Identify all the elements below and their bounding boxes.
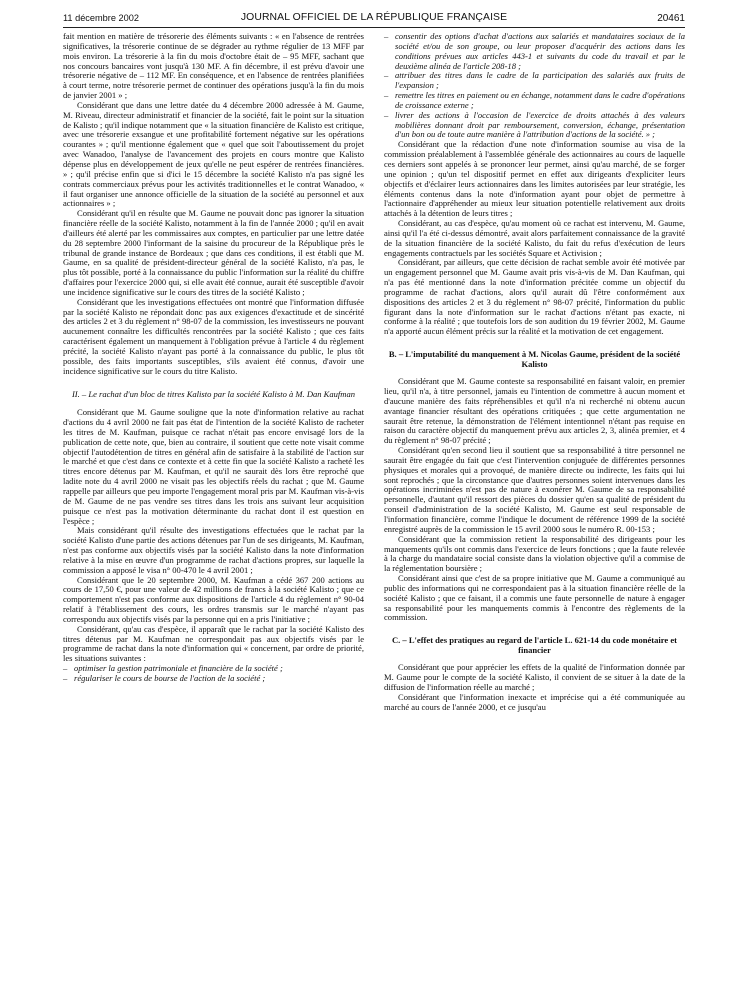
list-item-text: régulariser le cours de bourse de l'action de la société ; xyxy=(74,673,266,684)
paragraph: Considérant, au cas d'espèce, qu'au moment où ce rachat est intervenu, M. Gaume, ainsi qu'il l'a été ci-dessus démontré, avait alors parfaitement connaissance de la gravité de la situation financière de la société Kalisto, du fait du refus d'exécution de leurs engagements contractuels par les sociétés Square et Activision ; xyxy=(384,218,685,258)
section-heading: C. – L'effet des pratiques au regard de l'article L. 621-14 du code monétaire et financier xyxy=(391,635,677,656)
paragraph: Considérant qu'en second lieu il soutient que sa responsabilité à titre personnel ne saurait être engagée du fait que c'est l'intervention conjuguée de différentes personnes physiques et morales qui a provoqué, de manière directe ou indirecte, les faits qui lui sont reprochés ; que la circonstance que d'autres personnes soient intervenues dans les opérations incriminées n'est pas de nature à exonérer M. Gaume de sa responsabilité personnelle, d'autant qu'il ressort des pièces du dossier qu'en sa qualité de président du conseil d'administration de la société Kalisto, M. Gaume est seul responsable de l'information financière, comme l'indique le document de référence 1999 de la société enregistré auprès de la commission le 15 avril 2000 sous le numéro R. 00-153 ; xyxy=(384,445,685,534)
list-item xyxy=(384,91,685,111)
right-column xyxy=(384,32,685,712)
left-column xyxy=(63,32,364,684)
paragraph: Considérant, qu'au cas d'espèce, il apparaît que le rachat par la société Kalisto des titres détenus par M. Kaufman ne correspondait pas aux objectifs visés par le programme de rachat dans la note d'information qui « concernent, par ordre de priorité, les situations suivantes : xyxy=(63,623,364,664)
paragraph: Considérant que le 20 septembre 2000, M. Kaufman a cédé 367 200 actions au cours de 17,50 €, pour une valeur de 42 millions de francs à la société Kalisto ; que ce comportement n'est pas conforme aux dispositions de l'article 4 du règlement n° 90-04 relatif à l'établissement des cours, les ordres transmis sur le marché n'ayant pas correspondu aux objectifs visés par la personne qui en a pris l'initiative ; xyxy=(63,574,364,624)
list-item-text: remettre les titres en paiement ou en échange, notamment dans le cadre d'opérations de croissance externe ; xyxy=(395,90,685,110)
list-item xyxy=(384,32,685,71)
paragraph: Considérant que M. Gaume conteste sa responsabilité en faisant valoir, en premier lieu, qu'il n'a, à titre personnel, jamais eu l'intention de commettre à aucun moment et d'aucune manière des faits répréhensibles et qu'il n'a ni recherché ni obtenu aucun avantage financier résultant des opérations critiquées ; que cette argumentation ne saurait être retenue, la démonstration de l'élément intentionnel n'étant pas requise en raison du caractère objectif du manquement prévu aux articles 2, 3, alinéa premier, et 4 du règlement n° 98-07 précité ; xyxy=(384,376,685,446)
paragraph: Considérant que la rédaction d'une note d'information soumise au visa de la commission préalablement à l'assemblée générale des actionnaires au cours de laquelle ces derniers sont appelés à se prononcer leur permet, ainsi qu'au marché, de se forger une opinion ; qu'un tel dispositif permet en effet aux dirigeants d'expliciter leurs objectifs et d'éclairer leurs actionnaires dans les limites autorisées par leur stratégie, les éléments contenus dans la note d'information ayant pour objet de permettre à l'actionnaire d'appréhender au mieux leur situation potentielle relativement aux droits attachés à la détention de leurs titres ; xyxy=(384,139,685,219)
paragraph: Considérant que la commission retient la responsabilité des dirigeants pour les manquements qu'ils ont commis dans l'exercice de leurs fonctions ; que la faute relevée à la charge du mandataire social consiste dans la violation objective qu'il a commise de la réglementation boursière ; xyxy=(384,533,685,574)
list-item-text: livrer des actions à l'occasion de l'exercice de droits attachés à des valeurs mobilières donnant droit par remboursement, conversion, échange, présentation d'un bon ou de toute autre manière à l'attribution d'actions de la société. » ; xyxy=(395,109,685,140)
paragraph: Considérant que pour apprécier les effets de la qualité de l'information donnée par M. Gaume pour le compte de la société Kalisto, il convient de se situer à la date de la diffusion de l'information réelle au marché ; xyxy=(384,662,685,692)
paragraph: Considérant qu'il en résulte que M. Gaume ne pouvait donc pas ignorer la situation financière réelle de la société Kalisto, notamment à la fin de l'année 2000 ; qu'il en avait d'ailleurs été alerté par les commissaires aux comptes, en particulier par une lettre datée du 28 septembre 2000 l'informant de la saisine du procureur de la République près le tribunal de grande instance de Bordeaux ; que dans ces conditions, il est établi que M. Gaume, en sa qualité de président-directeur général de la société Kalisto, n'a pas, le plus tôt possible, porté à la connaissance du public l'information sur la réalité du chiffre d'affaires pour l'exercice 2000 qui, si elle avait été connue, aurait été susceptible d'avoir une incidence significative sur le cours des titres de la société Kalisto ; xyxy=(63,208,364,297)
paragraph: Considérant que M. Gaume souligne que la note d'information relative au rachat d'actions du 4 avril 2000 ne fait pas état de l'intention de la société Kalisto de racheter les titres de M. Kaufman, puisque ce rachat n'était pas encore envisagé lors de la publication de cette note, que, bien au contraire, il soutient que cette note visait comme objectif l'autodétention de titres en général afin de satisfaire à la stabilité de l'action sur le marché et que c'est dans ce contexte et à cette fin que la société Kalisto a racheté les titres encore détenus par M. Kaufman, et qu'il ne saurait dès lors être reproché que ladite note du 4 avril 2000 ne visait pas les objectifs réels du rachat ; que M. Gaume rappelle par ailleurs que peu importe l'engagement moral pris par M. Kaufman vis-à-vis de M. Gaume de ne pas vendre ses titres dans les trois ans suivant leur acquisition puisque ce n'est pas la motivation déterminante du rachat dont il est question en l'espèce ; xyxy=(63,407,364,526)
paragraph: Considérant que les investigations effectuées ont montré que l'information diffusée par la société Kalisto ne répondait donc pas aux exigences d'exactitude et de sincérité des articles 2 et 3 du règlement n° 98-07 de la commission, les investisseurs ne pouvant aucunement connaître les difficultés rencontrées par la société Kalisto ; que ces faits caractérisent également un manquement à l'obligation prévue à l'article 4 du règlement précité, la société Kalisto n'ayant pas porté à la connaissance du public, le plus tôt possible, des faits importants susceptibles, s'ils avaient été connus, d'avoir une incidence significative sur le cours du titre Kalisto. xyxy=(63,296,364,376)
paragraph: Mais considérant qu'il résulte des investigations effectuées que le rachat par la société Kalisto d'une partie des actions détenues par l'un de ses dirigeants, M. Kaufman, n'est pas conforme aux objectifs visés par la société Kalisto dans la note d'information relative à la mise en œuvre d'un programme de rachat d'actions propres, sur laquelle la commission a apposé le visa n° 00-470 le 4 avril 2001 ; xyxy=(63,525,364,575)
paragraph: Considérant que l'information inexacte et imprécise qui a été communiquée au marché au cours de l'année 2000, et ce jusqu'au xyxy=(384,691,685,712)
page-number: 20461 xyxy=(657,13,685,24)
header-rule xyxy=(63,27,685,28)
issue-date: 11 décembre 2002 xyxy=(63,13,139,23)
page-header xyxy=(63,10,685,26)
paragraph: Considérant que dans une lettre datée du 4 décembre 2000 adressée à M. Gaume, M. Riveau, directeur administratif et financier de la société, fait le point sur la situation de Kalisto ; qu'il indique notamment que « la situation financière de Kalisto est critique, avec une trésorerie exsangue et une profitabilité fortement négative sur les opérations courantes » ; qu'il mentionne également que « quel que soit l'aboutissement du projet avec Wanadoo, l'analyse de l'avancement des projets en cours montre que Kalisto dépense plus en développement de jeux qu'elle ne peut espérer de rentrées financières. » ; qu'il précise enfin que si d'ici le 15 décembre la société Kalisto n'a pas signé les contrats commerciaux prévus pour les activités traditionnelles et le contrat Wanadoo, « il faut organiser une annonce officielle de la situation de la société au personnel et aux actionnaires » ; xyxy=(63,99,364,209)
paragraph: Considérant ainsi que c'est de sa propre initiative que M. Gaume a communiqué au public des informations qui ne correspondaient pas à la situation financière réelle de la société Kalisto ; que ce faisant, il a commis une faute personnelle de nature à engager sa responsabilité pour les manquements commis à l'encontre des règlements de la commission. xyxy=(384,573,685,623)
list-item-text: optimiser la gestion patrimoniale et financière de la société ; xyxy=(74,663,283,674)
list-item xyxy=(63,674,364,684)
section-heading: B. – L'imputabilité du manquement à M. Nicolas Gaume, président de la société Kalisto xyxy=(388,349,681,370)
paragraph: Considérant, par ailleurs, que cette décision de rachat semble avoir été motivée par un engagement personnel que M. Gaume avait pris vis-à-vis de M. Dan Kaufman, qui n'a pas été mentionné dans la note d'information précitée comme un objectif du programme de rachat d'actions, alors qu'il aurait dû l'être conformément aux dispositions des articles 2 et 3 du règlement n° 98-07 précité, l'information du public figurant dans la note d'information sur le rachat d'actions n'étant pas exacte, ni conforme à la réalité ; que toutefois lors de son audition du 19 février 2002, M. Gaume n'a apporté aucun élément précis sur la réalité et la motivation de cet engagement. xyxy=(384,257,685,337)
section-heading: II. – Le rachat d'un bloc de titres Kalisto par la société Kalisto à M. Dan Kaufman xyxy=(71,388,356,399)
journal-title: JOURNAL OFFICIEL DE LA RÉPUBLIQUE FRANÇAISE xyxy=(240,12,508,23)
list-item xyxy=(384,111,685,141)
list-item xyxy=(384,71,685,91)
list-item-text: consentir des options d'achat d'actions aux salariés et mandataires sociaux de la société et/ou de son groupe, ou leur proposer d'acquérir des actions dans les conditions prévues aux articles 443-1 et suivants du code du travail et par le deuxième alinéa de l'article 208-18 ; xyxy=(395,31,685,71)
list-item-text: attribuer des titres dans le cadre de la participation des salariés aux fruits de l'expansion ; xyxy=(395,70,685,91)
paragraph: fait mention en matière de trésorerie des éléments suivants : « en l'absence de rentrées significatives, la trésorerie continue de se dégrader au rythme régulier de 13 MFF par mois environ. La trésorerie à la fin du mois d'octobre était de – 95 MFF, sachant que nos concours bancaires vont jusqu'à 130 MF. A fin décembre, il est prévu d'avoir une trésorerie négative de – 112 MF. En conséquence, et en l'absence de rentrées planifiées à court terme, notre trésorerie permet de continuer des opérations jusqu'à la fin du mois de janvier 2001 » ; xyxy=(63,31,364,101)
